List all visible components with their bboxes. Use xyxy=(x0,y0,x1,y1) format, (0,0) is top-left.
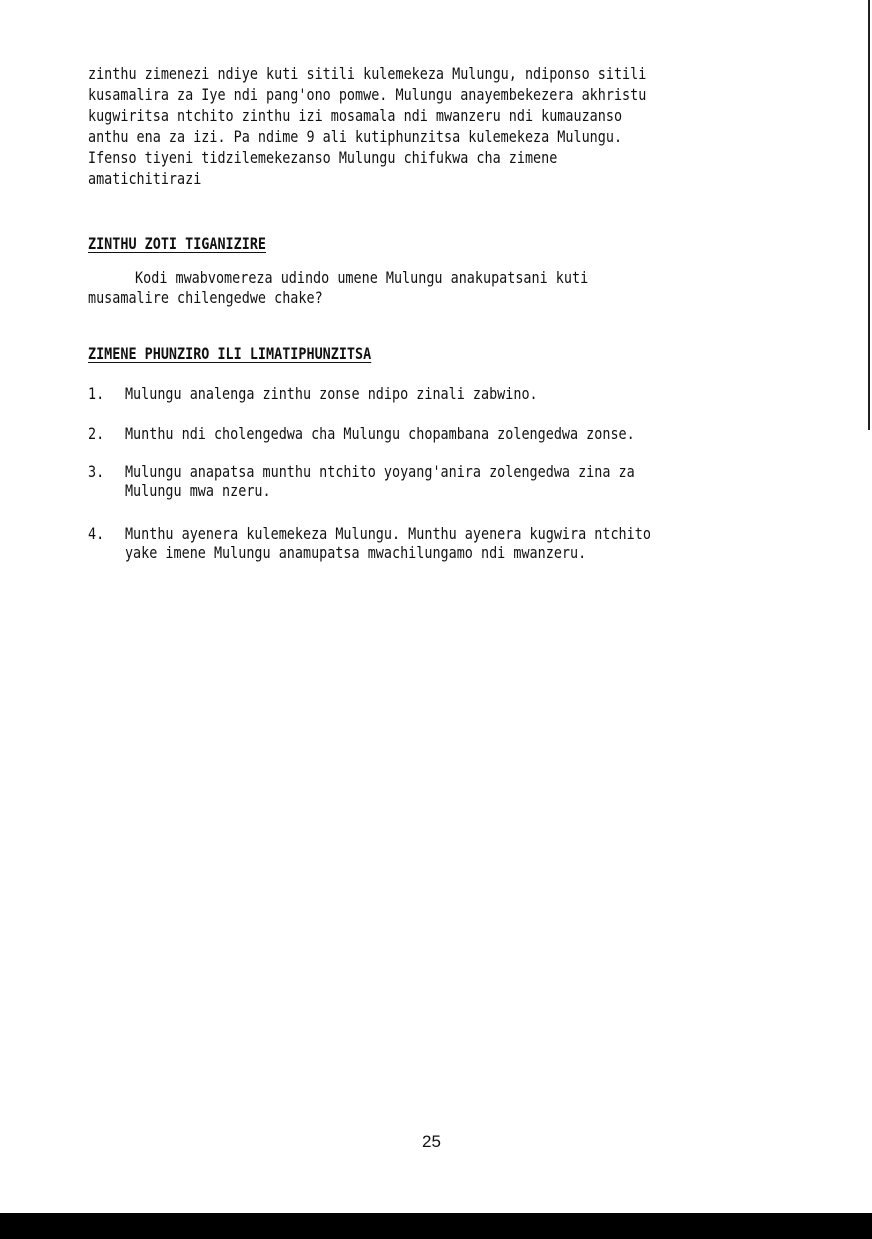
list-item-text xyxy=(125,462,635,500)
list-item-text xyxy=(125,384,538,403)
intro-line: zinthu zimenezi ndiye kuti sitili kulemekeza Mulungu, ndiponso sitili xyxy=(88,64,647,83)
list-item-text xyxy=(125,424,635,443)
page-edge-line xyxy=(868,0,870,430)
section-heading-think: ZINTHU ZOTI TIGANIZIRE xyxy=(88,234,267,253)
section-heading-lessons: ZIMENE PHUNZIRO ILI LIMATIPHUNZITSA xyxy=(88,344,372,363)
list-item-text xyxy=(125,524,651,562)
scan-bottom-border xyxy=(0,1213,872,1239)
intro-line: kugwiritsa ntchito zinthu izi mosamala ndi mwanzeru ndi kumauzanso xyxy=(88,106,623,125)
list-item-number: 3. xyxy=(88,462,105,481)
intro-line: anthu ena za izi. Pa ndime 9 ali kutiphunzitsa kulemekeza Mulungu. xyxy=(88,127,623,146)
intro-line: Ifenso tiyeni tidzilemekezanso Mulungu chifukwa cha zimene xyxy=(88,148,558,167)
intro-paragraph xyxy=(88,64,646,190)
intro-line: kusamalira za Iye ndi pang'ono pomwe. Mulungu anayembekezera akhristu xyxy=(88,85,647,104)
list-item-line: Munthu ndi cholengedwa cha Mulungu chopambana zolengedwa zonse. xyxy=(124,424,635,443)
list-item-number: 4. xyxy=(88,524,105,543)
list-item-line: yake imene Mulungu anamupatsa mwachilungamo ndi mwanzeru. xyxy=(124,543,587,562)
page-number: 25 xyxy=(422,1132,441,1151)
intro-line: amatichitirazi xyxy=(88,169,202,188)
think-paragraph xyxy=(88,268,588,308)
list-item-number: 2. xyxy=(88,424,105,443)
list-item-line: Munthu ayenera kulemekeza Mulungu. Munthu ayenera kugwira ntchito xyxy=(124,524,651,543)
list-item-line: Mulungu anapatsa munthu ntchito yoyang'anira zolengedwa zina za xyxy=(124,462,635,481)
list-item-line: Mulungu analenga zinthu zonse ndipo zinali zabwino. xyxy=(124,384,538,403)
list-item-number: 1. xyxy=(88,384,105,403)
list-item-line: Mulungu mwa nzeru. xyxy=(124,481,271,500)
think-line: Kodi mwabvomereza udindo umene Mulungu anakupatsani kuti xyxy=(135,268,589,287)
think-line: musamalire chilengedwe chake? xyxy=(88,288,323,307)
